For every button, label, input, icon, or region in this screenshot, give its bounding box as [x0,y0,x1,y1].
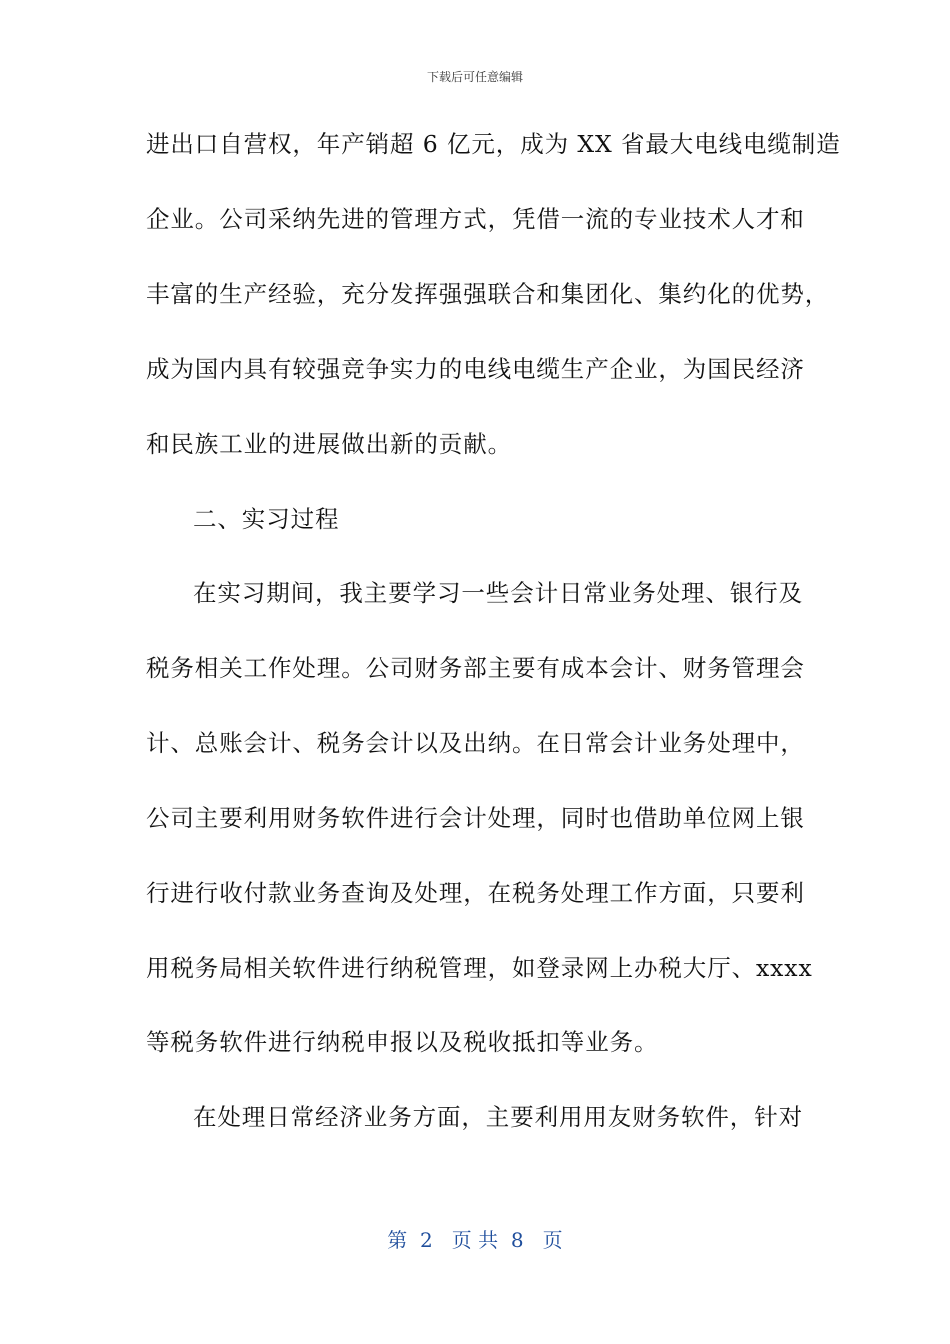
section-heading: 二、实习过程 [193,505,340,533]
body-line: 丰富的生产经验，充分发挥强强联合和集团化、集约化的优势， [146,280,830,308]
page-header: 下载后可任意编辑 [426,70,523,84]
body-line: 税务相关工作处理。公司财务部主要有成本会计、财务管理会 [146,654,805,682]
body-line: 在处理日常经济业务方面，主要利用用友财务软件，针对 [193,1103,803,1131]
body-line: 在实习期间，我主要学习一些会计日常业务处理、银行及 [193,579,803,607]
body-line: 成为国内具有较强竞争实力的电线电缆生产企业，为国民经济 [146,355,805,383]
body-line: 公司主要利用财务软件进行会计处理，同时也借助单位网上银 [146,804,805,832]
body-line: 企业。公司采纳先进的管理方式，凭借一流的专业技术人才和 [146,205,805,233]
page-number-footer: 第 2 页 共 8 页 [387,1228,563,1252]
body-line: 进出口自营权，年产销超 6 亿元，成为 XX 省最大电线电缆制造 [146,130,841,158]
body-line: 等税务软件进行纳税申报以及税收抵扣等业务。 [146,1028,659,1056]
body-line: 用税务局相关软件进行纳税管理，如登录网上办税大厅、xxxx [146,954,813,982]
body-line: 和民族工业的进展做出新的贡献。 [146,430,512,458]
body-line: 行进行收付款业务查询及处理，在税务处理工作方面，只要利 [146,879,805,907]
body-line: 计、总账会计、税务会计以及出纳。在日常会计业务处理中， [146,729,805,757]
